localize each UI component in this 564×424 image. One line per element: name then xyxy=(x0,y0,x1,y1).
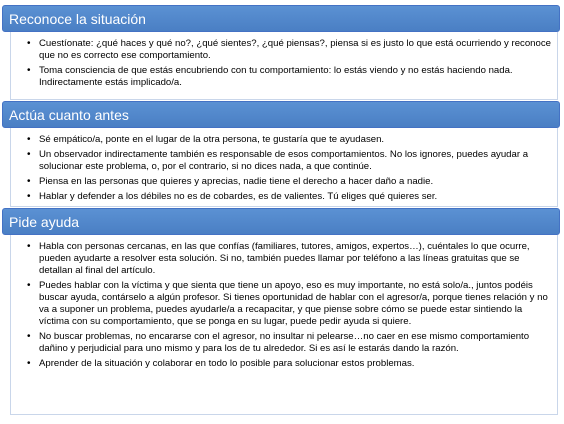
section-body-reconoce xyxy=(10,32,558,100)
section-title: Actúa cuanto antes xyxy=(9,107,129,123)
list-item: • No buscar problemas, no encararse con el agresor, no insultar ni pelearse…no caer en ese mismo comportamiento dañino y perjudicial para uno mismo y para los de tu alrededor. Si es así le estarás dando la razón. xyxy=(29,331,551,355)
list-item: • Puedes hablar con la víctima y que sienta que tiene un apoyo, eso es muy importante, no está solo/a., juntos podéis buscar ayuda, contárselo a algún profesor. Si tienes oportunidad de hablar con el agresor/a, porque tienes relación y no va a suponer un problema, puedes ayudarle/a a recapacitar, y que piense sobre cómo se puede estar sintiendo la víctima con su comportamiento, que se ponga en su lugar, puede pedir ayuda si quiere. xyxy=(29,280,551,328)
section-title: Reconoce la situación xyxy=(9,11,146,27)
list-item: • Habla con personas cercanas, en las que confías (familiares, tutores, amigos, expertos…), cuéntales lo que ocurre, pueden ayudarte a resolver esta solución. Si no, también puedes llamar por teléfono a las líneas gratuitas que se detallan al final del artículo. xyxy=(29,241,551,277)
section-header-pide xyxy=(2,208,560,235)
section-title: Pide ayuda xyxy=(9,214,80,230)
section-body-actua xyxy=(10,128,558,207)
list-item: • Piensa en las personas que quieres y aprecias, nadie tiene el derecho a hacer daño a nadie. xyxy=(29,176,551,188)
list-item: • Sé empático/a, ponte en el lugar de la otra persona, te gustaría que te ayudasen. xyxy=(29,134,551,146)
section-header-actua xyxy=(2,101,560,128)
list-item: • Aprender de la situación y colaborar en todo lo posible para solucionar estos problemas. xyxy=(29,358,551,370)
bullet-list xyxy=(11,128,557,210)
section-body-pide xyxy=(10,235,558,415)
bullet-list xyxy=(11,32,557,96)
bullet-list xyxy=(11,235,557,377)
section-header-reconoce xyxy=(2,5,560,32)
list-item: • Toma consciencia de que estás encubriendo con tu comportamiento: lo estás viendo y no estás haciendo nada. Indirectamente estás implicado/a. xyxy=(29,65,551,89)
list-item: • Un observador indirectamente también es responsable de esos comportamientos. No los ignores, puedes ayudar a solucionar este problema, o, por el contrario, si no dices nada, a que continúe. xyxy=(29,149,551,173)
list-item: • Hablar y defender a los débiles no es de cobardes, es de valientes. Tú eliges qué quieres ser. xyxy=(29,191,551,203)
list-item: • Cuestíonate: ¿qué haces y qué no?, ¿qué sientes?, ¿qué piensas?, piensa si es justo lo que está ocurriendo y reconoce que no es correcto ese comportamiento. xyxy=(29,38,551,62)
